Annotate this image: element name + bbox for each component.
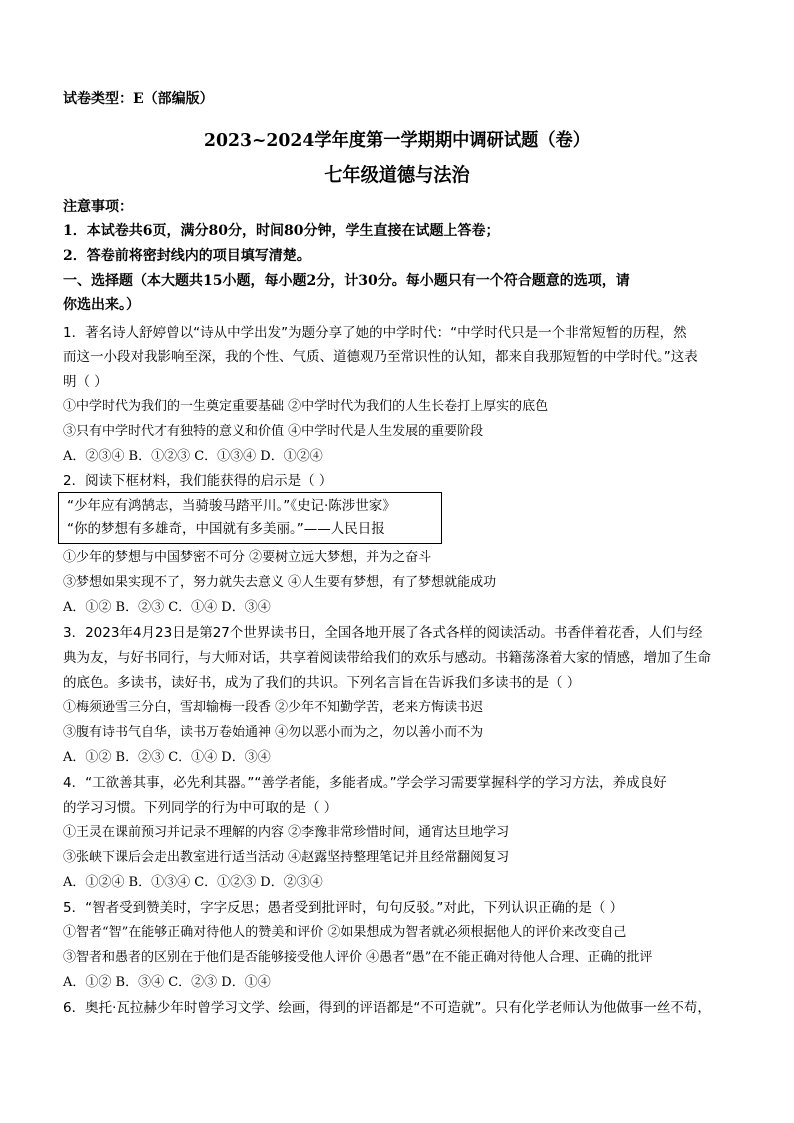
q3-statement: ①梅须逊雪三分白，雪却输梅一段香 ②少年不知勤学苦，老来方悔读书迟 <box>63 700 484 715</box>
q3-stem-line: 的底色。多读书，读好书，成为了我们的共识。下列名言旨在告诉我们多读书的是（ ） <box>63 675 581 691</box>
section-heading-cont: 你选出来。） <box>63 297 140 313</box>
q2-quote-2: “你的梦想有多雄奇，中国就有多美丽。”——人民日报 <box>67 521 385 537</box>
q4-options: A．①②④ B．①③④ C．①②③ D．②③④ <box>63 875 323 890</box>
q1-stem-line: 明（ ） <box>63 374 108 390</box>
exam-type-label: 试卷类型：E（部编版） <box>63 91 214 107</box>
q2-statement: ③梦想如果实现不了，努力就失去意义 ④人生要有梦想，有了梦想就能成功 <box>63 575 497 590</box>
q4-statement: ①王灵在课前预习并记录不理解的内容 ②李豫非常珍惜时间，通宵达旦地学习 <box>63 825 510 840</box>
exam-title: 2023~2024学年度第一学期期中调研试题（卷） <box>203 130 591 151</box>
q2-stem-line: 2．阅读下框材料，我们能获得的启示是（ ） <box>63 473 333 489</box>
section-heading: 一、选择题（本大题共15小题，每小题2分，计30分。每小题只有一个符合题意的选项，请 <box>63 273 630 289</box>
q5-statement: ③智者和愚者的区别在于他们是否能够接受他人评价 ④愚者“愚”在不能正确对待他人合理、正确的批评 <box>63 950 653 965</box>
q2-material-box <box>58 492 442 544</box>
q3-stem-line: 典为友，与好书同行，与大师对话，共享着阅读带给我们的欢乐与感动。书籍荡涤着大家的情感，增加了生命 <box>63 650 711 666</box>
q1-statement: ③只有中学时代才有独特的意义和价值 ④中学时代是人生发展的重要阶段 <box>63 424 484 439</box>
q3-stem-line: 3．2023年4月23日是第27个世界读书日，全国各地开展了各式各样的阅读活动。书香伴着花香，人们与经 <box>63 625 703 641</box>
note-item-2: 2．答卷前将密封线内的项目填写清楚。 <box>63 248 311 264</box>
q2-options: A．①② B．②③ C．①④ D．③④ <box>63 600 271 615</box>
q3-options: A．①② B．②③ C．①④ D．③④ <box>63 750 271 765</box>
q1-stem-line: 而这一小段对我影响至深，我的个性、气质、道德观乃至常识性的认知，都来自我那短暂的中学时代。”这表 <box>63 349 698 365</box>
q5-stem-line: 5．“智者受到赞美时，字字反思；愚者受到批评时，句句反驳。”对此，下列认识正确的是（ ） <box>63 900 624 916</box>
q1-options: A．②③④ B．①②③ C．①③④ D．①②④ <box>63 449 323 464</box>
q1-statement: ①中学时代为我们的一生奠定重要基础 ②中学时代为我们的人生长卷打上厚实的底色 <box>63 399 549 414</box>
note-item-1: 1．本试卷共6页，满分80分，时间80分钟，学生直接在试题上答卷； <box>63 223 500 239</box>
q6-stem-line: 6．奥托·瓦拉赫少年时曾学习文学、绘画，得到的评语都是“不可造就”。只有化学老师认为他做事一丝不苟， <box>63 1000 711 1016</box>
q4-stem-line: 的学习习惯。下列同学的行为中可取的是（ ） <box>63 800 338 816</box>
q2-statement: ①少年的梦想与中国梦密不可分 ②要树立远大梦想，并为之奋斗 <box>63 550 432 565</box>
q5-statement: ①智者“智”在能够正确对待他人的赞美和评价 ②如果想成为智者就必须根据他人的评价来改变自己 <box>63 925 627 940</box>
notes-heading: 注意事项： <box>63 199 133 215</box>
q5-options: A．①② B．③④ C．②③ D．①④ <box>63 975 271 990</box>
q3-statement: ③腹有诗书气自华，读书万卷始通神 ④勿以恶小而为之，勿以善小而不为 <box>63 725 484 740</box>
q1-stem-line: 1．著名诗人舒婷曾以“诗从中学出发”为题分享了她的中学时代：“中学时代只是一个非常短暂的历程，然 <box>63 325 687 341</box>
q2-quote-1: “少年应有鸿鹄志，当骑骏马踏平川。”《史记·陈涉世家》 <box>67 498 396 514</box>
q4-statement: ③张峡下课后会走出教室进行适当活动 ④赵露坚持整理笔记并且经常翻阅复习 <box>63 850 510 865</box>
exam-subject-title: 七年级道德与法治 <box>324 164 470 186</box>
q4-stem-line: 4．“工欲善其事，必先利其器。”“善学者能，多能者成。”学会学习需要掌握科学的学习方法，养成良好 <box>63 775 667 791</box>
